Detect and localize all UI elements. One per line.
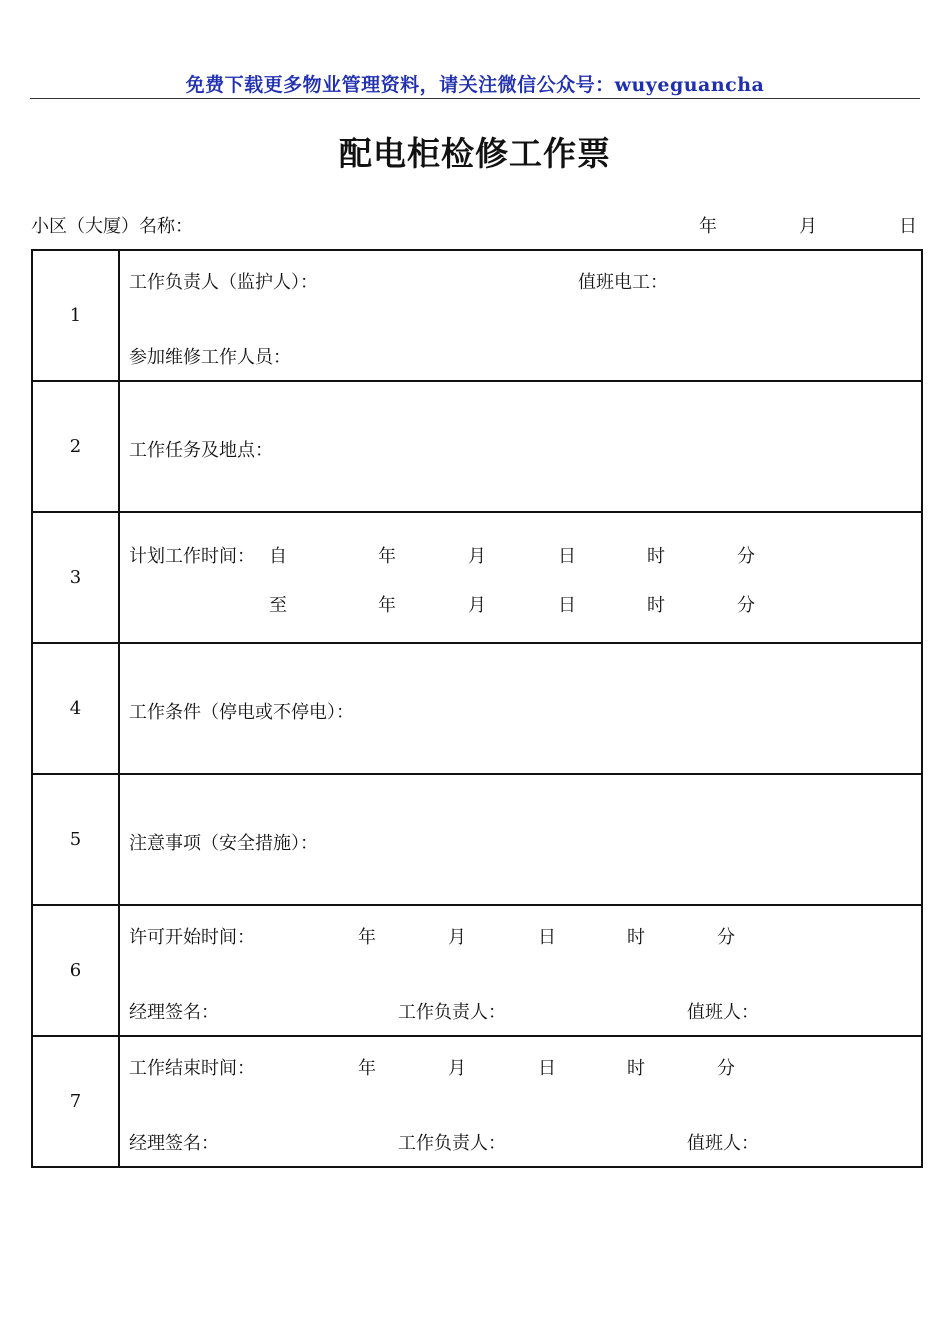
safety-notes-label: 注意事项（安全措施）： (129, 833, 318, 854)
from-label: 自 (269, 546, 287, 567)
header-divider (30, 98, 920, 99)
table-row (32, 643, 922, 774)
work-leader-signature-label: 工作负责人： (398, 1002, 506, 1023)
start-year-label: 年 (358, 927, 376, 948)
row-number: 4 (32, 643, 119, 774)
start-month-label: 月 (448, 927, 466, 948)
row-content (119, 1036, 922, 1167)
planned-time-label: 计划工作时间： (129, 546, 255, 567)
date-day-label: 日 (899, 216, 917, 237)
from-day-label: 日 (558, 546, 576, 567)
duty-person-label: 值班人： (687, 1133, 759, 1154)
row-content (119, 774, 922, 905)
to-year-label: 年 (378, 595, 396, 616)
task-location-label: 工作任务及地点： (129, 440, 273, 461)
end-year-label: 年 (358, 1058, 376, 1079)
row-number: 6 (32, 905, 119, 1036)
row-number: 7 (32, 1036, 119, 1167)
table-row (32, 512, 922, 643)
date-year-label: 年 (699, 216, 717, 237)
table-row (32, 250, 922, 381)
row-number: 3 (32, 512, 119, 643)
row-content (119, 250, 922, 381)
table-row (32, 774, 922, 905)
row-number: 2 (32, 381, 119, 512)
manager-signature-label: 经理签名： (129, 1133, 219, 1154)
start-hour-label: 时 (627, 927, 645, 948)
permit-start-label: 许可开始时间： (129, 927, 255, 948)
end-day-label: 日 (538, 1058, 556, 1079)
work-condition-label: 工作条件（停电或不停电）： (129, 702, 354, 723)
work-leader-label: 工作负责人（监护人）： (129, 272, 318, 293)
row-content (119, 905, 922, 1036)
to-label: 至 (269, 595, 287, 616)
to-month-label: 月 (468, 595, 486, 616)
from-month-label: 月 (468, 546, 486, 567)
maintenance-staff-label: 参加维修工作人员： (129, 347, 291, 368)
start-day-label: 日 (538, 927, 556, 948)
table-row (32, 1036, 922, 1167)
row-content (119, 643, 922, 774)
from-minute-label: 分 (737, 546, 755, 567)
page-title: 配电柜检修工作票 (339, 134, 611, 173)
row-number: 5 (32, 774, 119, 905)
row-number: 1 (32, 250, 119, 381)
end-month-label: 月 (448, 1058, 466, 1079)
to-minute-label: 分 (737, 595, 755, 616)
date-month-label: 月 (799, 216, 817, 237)
work-leader-signature-label: 工作负责人： (398, 1133, 506, 1154)
table-row (32, 905, 922, 1036)
banner-notice: 免费下载更多物业管理资料，请关注微信公众号：wuyeguancha (185, 74, 765, 96)
start-minute-label: 分 (717, 927, 735, 948)
from-year-label: 年 (378, 546, 396, 567)
duty-person-label: 值班人： (687, 1002, 759, 1023)
duty-electrician-label: 值班电工： (578, 272, 668, 293)
manager-signature-label: 经理签名： (129, 1002, 219, 1023)
row-content (119, 381, 922, 512)
work-ticket-table (31, 249, 923, 1168)
from-hour-label: 时 (647, 546, 665, 567)
to-day-label: 日 (558, 595, 576, 616)
row-content (119, 512, 922, 643)
to-hour-label: 时 (647, 595, 665, 616)
community-name-label: 小区（大厦）名称： (31, 216, 193, 237)
table-row (32, 381, 922, 512)
work-end-label: 工作结束时间： (129, 1058, 255, 1079)
end-hour-label: 时 (627, 1058, 645, 1079)
end-minute-label: 分 (717, 1058, 735, 1079)
